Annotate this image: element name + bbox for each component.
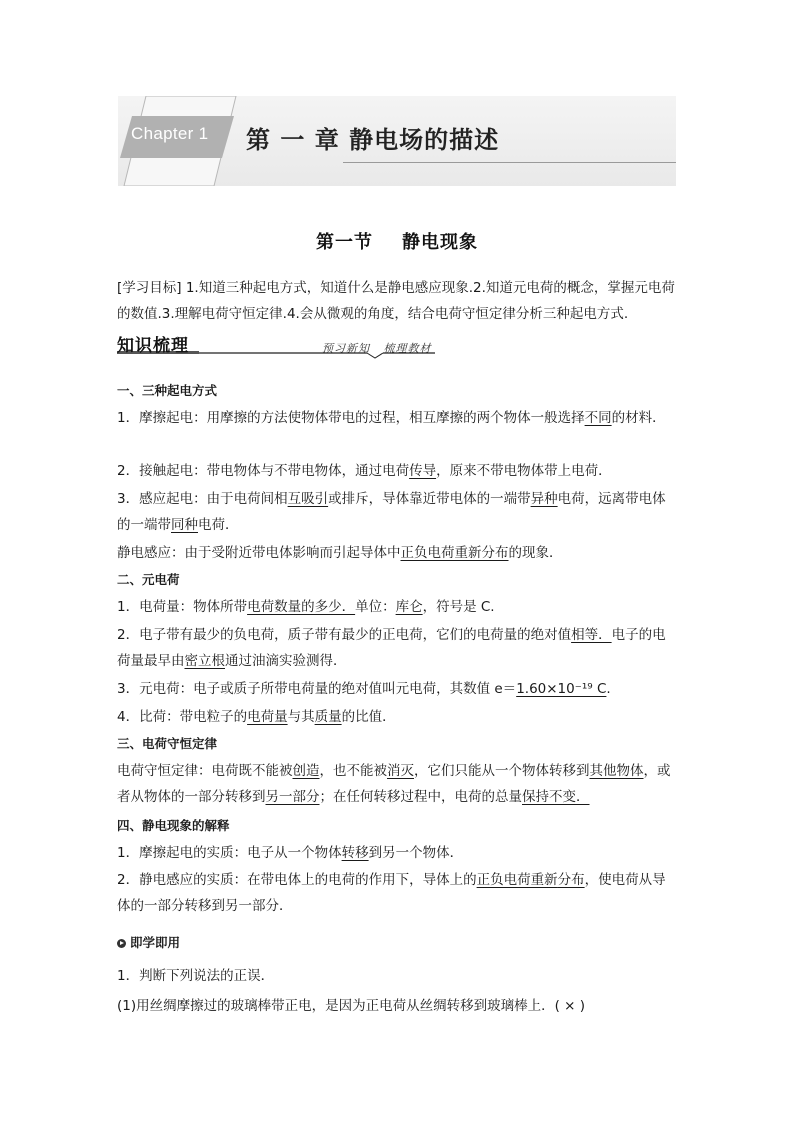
answer-underline: 转移 — [341, 845, 369, 861]
chapter-banner — [118, 96, 676, 186]
answer-underline: 1.60×10⁻¹⁹ C — [516, 681, 607, 697]
question-1-1: (1)用丝绸摩擦过的玻璃棒带正电，是因为正电荷从丝绸转移到玻璃棒上．( × ) — [117, 998, 586, 1014]
item-electron-proton: 2．电子带有最少的负电荷，质子带有最少的正电荷，它们的电荷量的绝对值相等．电子的电荷量最早由密立根通过油滴实验测得． — [117, 627, 666, 669]
item-friction-essence: 1．摩擦起电的实质：电子从一个物体转移到另一个物体． — [117, 845, 464, 861]
chapter-title: 第 一 章 静电场的描述 — [246, 126, 500, 154]
objectives-text: 1.知道三种起电方式，知道什么是静电感应现象.2.知道元电荷的概念，掌握元电荷的数值.3.理解电荷守恒定律.4.会从微观的角度，结合电荷守恒定律分析三种起电方式. — [117, 280, 675, 322]
learning-objectives — [117, 275, 679, 327]
section-title: 第一节 静电现象 — [315, 232, 479, 253]
answer-underline: 不同 — [584, 410, 612, 426]
item-conservation-law: 电荷守恒定律：电荷既不能被创造，也不能被消灭，它们只能从一个物体转移到其他物体，或者从物体的一部分转移到另一部分；在任何转移过程中，电荷的总量保持不变． — [117, 763, 671, 805]
answer-underline: 异种 — [530, 491, 558, 507]
knowledge-header — [117, 331, 435, 361]
answer-underline: 电荷量 — [247, 709, 288, 725]
answer-underline: 正负电荷重新 — [476, 872, 558, 888]
chapter-label: Chapter 1 — [131, 124, 209, 143]
knowledge-subtitle: 预习新知 梳理教材 — [322, 342, 432, 355]
item-elementary-charge-value: 3．元电荷：电子或质子所带电荷量的绝对值叫元电荷，其数值 e＝1.60×10⁻¹⁹ C. — [117, 681, 611, 697]
banner-divider — [343, 162, 676, 163]
answer-underline: 传导 — [409, 463, 437, 479]
answer-underline: 质量 — [314, 709, 342, 725]
item-electrostatic-induction: 静电感应：由于受附近带电体影响而引起导体中正负电荷重新分布的现象． — [117, 545, 563, 561]
answer-underline: 创造 — [292, 763, 320, 779]
practice-heading: 即学即用 — [117, 930, 679, 956]
answer-underline: 分布 — [557, 872, 585, 888]
answer-underline: 保持不变． — [522, 789, 590, 805]
heading-elementary-charge: 二、元电荷 — [117, 572, 180, 587]
item-contact-charging: 2．接触起电：带电物体与不带电物体，通过电荷传导，原来不带电物体带上电荷． — [117, 463, 612, 479]
answer-underline: 互吸引 — [287, 491, 329, 507]
answer-underline: 其他物体 — [589, 763, 644, 779]
item-specific-charge: 4．比荷：带电粒子的电荷量与其质量的比值． — [117, 709, 396, 725]
item-charge-quantity: 1．电荷量：物体所带电荷数量的多少．单位：库仑，符号是 C. — [117, 599, 495, 615]
heading-explanation: 四、静电现象的解释 — [117, 818, 230, 833]
heading-charge-conservation: 三、电荷守恒定律 — [117, 736, 218, 751]
heading-three-charging-methods: 一、三种起电方式 — [117, 383, 218, 398]
answer-underline: 相等． — [571, 627, 612, 643]
item-induction-charging: 3．感应起电：由于电荷间相互吸引或排斥，导体靠近带电体的一端带异种电荷，远离带电体的一端带同种电荷． — [117, 491, 666, 533]
answer-underline: 同种 — [171, 517, 198, 533]
answer-underline: 消灭 — [387, 763, 414, 779]
play-circle-icon — [117, 939, 126, 948]
answer-underline: 密立根 — [184, 653, 225, 669]
objectives-tag: [学习目标] — [117, 280, 182, 296]
knowledge-title: 知识梳理 — [117, 336, 189, 356]
answer-underline: 库仑 — [395, 599, 423, 615]
answer-underline: 另一部分 — [265, 789, 320, 805]
item-induction-essence: 2．静电感应的实质：在带电体上的电荷的作用下，导体上的正负电荷重新分布，使电荷从导体的一部分转移到另一部分． — [117, 872, 666, 914]
answer-underline: 电荷数量的多少． — [247, 599, 356, 615]
answer-underline: 正负电荷重新分布 — [400, 545, 509, 561]
question-1: 1．判断下列说法的正误． — [117, 968, 275, 984]
item-friction-charging: 1．摩擦起电：用摩擦的方法使物体带电的过程，相互摩擦的两个物体一般选择不同的材料． — [117, 410, 666, 426]
